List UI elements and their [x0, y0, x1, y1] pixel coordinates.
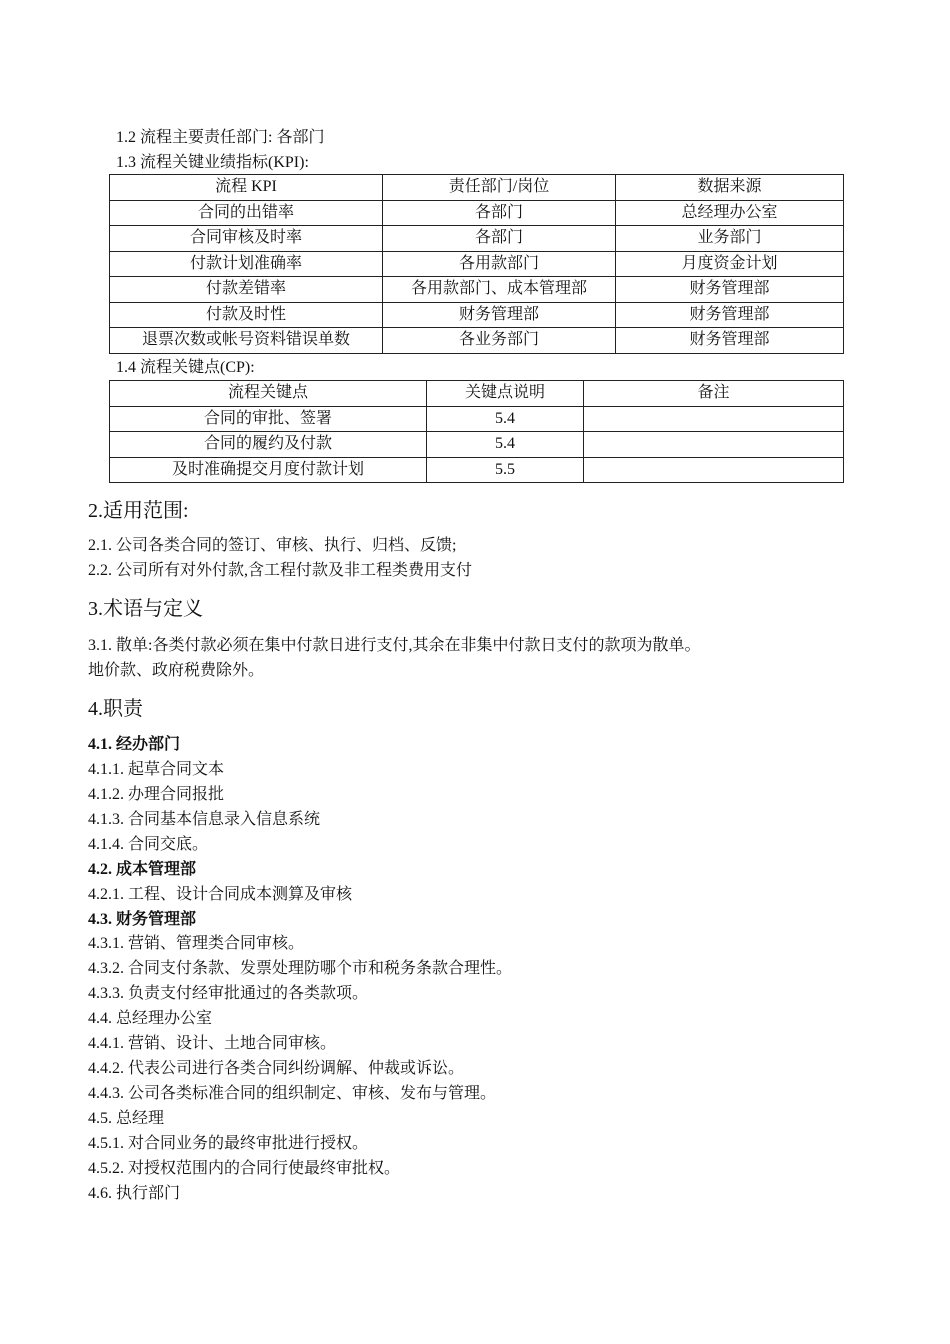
duty-line: 4.1.3. 合同基本信息录入信息系统 [88, 811, 321, 828]
scope-item: 2.2. 公司所有对外付款,含工程付款及非工程类费用支付 [88, 562, 473, 579]
cp-header-cell: 备注 [584, 381, 844, 407]
cp-cell [584, 406, 844, 432]
kpi-cell: 合同的出错率 [110, 200, 383, 226]
kpi-cell: 合同审核及时率 [110, 226, 383, 252]
table-row [110, 406, 844, 432]
kpi-cell: 财务管理部 [616, 277, 844, 303]
scope-heading: 2.适用范围: [88, 500, 189, 522]
duty-line: 4.4.3. 公司各类标准合同的组织制定、审核、发布与管理。 [88, 1085, 497, 1102]
table-row [110, 251, 844, 277]
duty-line: 4.4.2. 代表公司进行各类合同纠纷调解、仲裁或诉讼。 [88, 1060, 465, 1077]
cp-cell: 合同的履约及付款 [110, 432, 427, 458]
kpi-cell: 财务管理部 [616, 302, 844, 328]
duty-line: 4.5.2. 对授权范围内的合同行使最终审批权。 [88, 1160, 401, 1177]
kpi-cell: 付款及时性 [110, 302, 383, 328]
table-row [110, 432, 844, 458]
table-row [110, 277, 844, 303]
duty-line: 4.1.4. 合同交底。 [88, 836, 209, 853]
kpi-table [109, 174, 844, 354]
cp-table-body [110, 381, 844, 483]
cp-cell: 5.4 [427, 406, 584, 432]
kpi-header-cell: 责任部门/岗位 [383, 175, 616, 201]
duty-line: 4.4. 总经理办公室 [88, 1010, 213, 1027]
kpi-cell: 月度资金计划 [616, 251, 844, 277]
kpi-cell: 财务管理部 [616, 328, 844, 354]
table-row [110, 226, 844, 252]
kpi-header-cell: 数据来源 [616, 175, 844, 201]
kpi-cell: 各用款部门、成本管理部 [383, 277, 616, 303]
kpi-cell: 各业务部门 [383, 328, 616, 354]
duty-line: 4.5. 总经理 [88, 1110, 165, 1127]
terms-paragraph-line: 地价款、政府税费除外。 [88, 662, 265, 679]
table-row [110, 302, 844, 328]
cp-header-cell: 关键点说明 [427, 381, 584, 407]
cp-cell [584, 457, 844, 483]
cp-header-cell: 流程关键点 [110, 381, 427, 407]
duty-line: 4.5.1. 对合同业务的最终审批进行授权。 [88, 1135, 369, 1152]
duty-line: 4.2.1. 工程、设计合同成本测算及审核 [88, 886, 353, 903]
terms-paragraph-line: 3.1. 散单:各类付款必须在集中付款日进行支付,其余在非集中付款日支付的款项为散单。 [88, 637, 701, 654]
kpi-cell: 总经理办公室 [616, 200, 844, 226]
cp-header-row [110, 381, 844, 407]
kpi-cell: 各部门 [383, 200, 616, 226]
duty-line: 4.2. 成本管理部 [88, 861, 197, 878]
cp-cell: 5.5 [427, 457, 584, 483]
cp-cell: 及时准确提交月度付款计划 [110, 457, 427, 483]
kpi-heading-line: 1.3 流程关键业绩指标(KPI): [116, 154, 309, 171]
duty-line: 4.3.1. 营销、管理类合同审核。 [88, 935, 305, 952]
cp-table [109, 380, 844, 483]
kpi-table-body [110, 175, 844, 354]
kpi-cell: 付款计划准确率 [110, 251, 383, 277]
duty-line: 4.1.1. 起草合同文本 [88, 761, 225, 778]
duty-line: 4.6. 执行部门 [88, 1185, 181, 1202]
terms-heading: 3.术语与定义 [88, 598, 203, 620]
scope-item: 2.1. 公司各类合同的签订、审核、执行、归档、反馈; [88, 537, 457, 554]
kpi-cell: 财务管理部 [383, 302, 616, 328]
kpi-header-cell: 流程 KPI [110, 175, 383, 201]
duty-line: 4.3.2. 合同支付条款、发票处理防哪个市和税务条款合理性。 [88, 960, 513, 977]
duty-line: 4.3. 财务管理部 [88, 911, 197, 928]
kpi-cell: 业务部门 [616, 226, 844, 252]
cp-cell [584, 432, 844, 458]
table-row [110, 200, 844, 226]
kpi-header-row [110, 175, 844, 201]
kpi-cell: 退票次数或帐号资料错误单数 [110, 328, 383, 354]
cp-cell: 5.4 [427, 432, 584, 458]
duties-heading: 4.职责 [88, 698, 143, 720]
kpi-cell: 付款差错率 [110, 277, 383, 303]
duty-line: 4.3.3. 负责支付经审批通过的各类款项。 [88, 985, 369, 1002]
cp-cell: 合同的审批、签署 [110, 406, 427, 432]
table-row [110, 328, 844, 354]
duty-line: 4.4.1. 营销、设计、土地合同审核。 [88, 1035, 337, 1052]
kpi-cell: 各用款部门 [383, 251, 616, 277]
duty-line: 4.1. 经办部门 [88, 736, 181, 753]
duty-line: 4.1.2. 办理合同报批 [88, 786, 225, 803]
cp-heading-line: 1.4 流程关键点(CP): [116, 359, 255, 376]
responsible-dept-line: 1.2 流程主要责任部门: 各部门 [116, 129, 325, 146]
kpi-cell: 各部门 [383, 226, 616, 252]
table-row [110, 457, 844, 483]
